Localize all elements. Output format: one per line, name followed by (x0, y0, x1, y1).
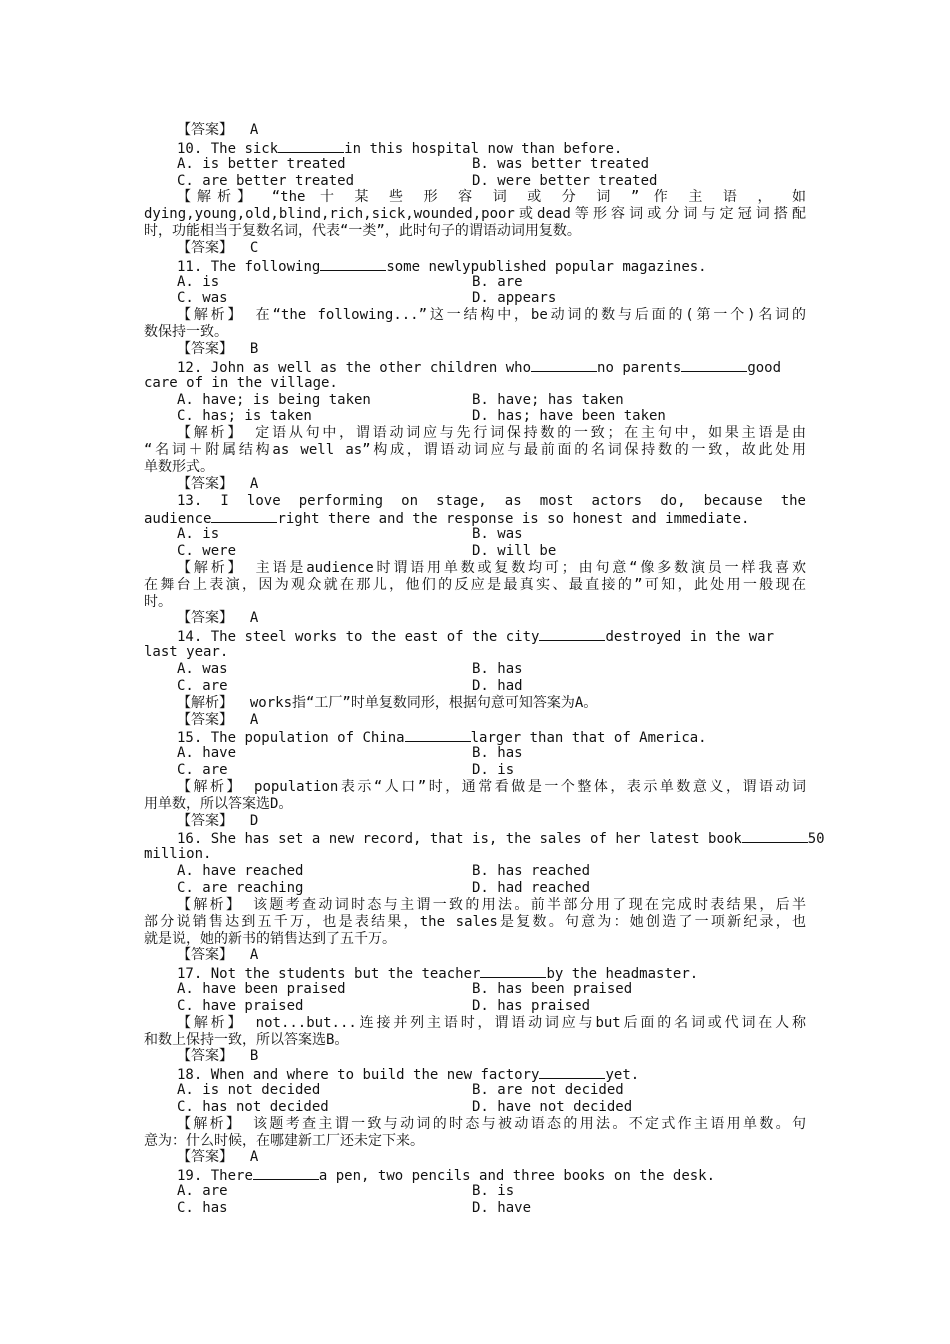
question-stem: The population of China (210, 730, 405, 747)
question-line-continued (144, 644, 806, 661)
explanation-line-continued (144, 796, 806, 813)
question-stem: Not the students but the teacher (210, 966, 481, 983)
option-right: D. has praised (472, 997, 591, 1014)
option-row (144, 863, 806, 880)
question-stem-tail: in this hospital now than before. (344, 140, 623, 157)
question-stem: John as well as the other children who (210, 359, 532, 376)
answer-blank (405, 728, 471, 742)
explanation-text: population表示“人口”时，通常看做是一个整体，表示单数意义，谓语动词 (254, 778, 807, 795)
answer-value: C (249, 239, 259, 256)
option-row (144, 526, 806, 543)
answer-blank (278, 139, 344, 153)
question-stem-tail: by the headmaster. (546, 966, 699, 983)
explanation-label: 【解析】 (177, 1014, 245, 1031)
exercise-content (144, 122, 825, 1217)
option-row (144, 173, 806, 190)
explanation-line-continued (144, 931, 806, 948)
question-line (144, 964, 806, 981)
option-left: C. are (177, 762, 228, 779)
option-right: B. has (472, 661, 523, 677)
answer-label: 【答案】 (177, 340, 233, 357)
question-number: 12. (177, 359, 203, 376)
option-row (144, 274, 806, 291)
answer-label: 【答案】 (177, 1048, 233, 1065)
question-stem-tail: right there and the response is so honest and immediate. (277, 511, 750, 528)
question-stem: The steel works to the east of the city (210, 629, 540, 646)
option-left: C. are better treated (177, 172, 355, 189)
answer-line (144, 813, 806, 830)
explanation-label: 【解析】 (177, 1115, 243, 1132)
option-right: D. were better treated (472, 172, 658, 189)
question-stem-continued: last year. (144, 644, 229, 661)
answer-line (144, 947, 806, 964)
answer-blank (531, 358, 597, 372)
explanation-text: 该题考查动词时态与主谓一致的用法。前半部分用了现在完成时表结果，后半 (253, 896, 807, 913)
option-right: D. had reached (472, 879, 591, 896)
explanation-text: 主语是audience时谓语用单数或复数均可；由句意“像多数演员一样我喜欢 (255, 559, 807, 576)
answer-blank (681, 358, 747, 372)
answer-label: 【答案】 (177, 239, 233, 256)
answer-line (144, 1149, 806, 1166)
option-row (144, 543, 806, 560)
explanation-label: 【解析】 (177, 559, 245, 576)
option-left: A. have been praised (177, 981, 346, 998)
option-right: B. is (472, 1183, 515, 1200)
explanation-text-continued: 和数上保持一致，所以答案选B。 (144, 1031, 349, 1048)
question-line (144, 257, 806, 274)
explanation-line (144, 779, 806, 796)
explanation-line-continued (144, 594, 806, 611)
explanation-text-continued: 数保持一致。 (144, 324, 228, 341)
question-stem-tail: destroyed in the war (605, 629, 775, 646)
option-row (144, 745, 806, 762)
explanation-text-continued: 单数形式。 (144, 458, 214, 475)
question-line (144, 1065, 806, 1082)
answer-blank (539, 627, 605, 641)
answer-value: A (249, 947, 259, 964)
explanation-line-continued (144, 914, 806, 931)
option-right: B. was better treated (472, 155, 650, 172)
answer-value: A (249, 122, 259, 138)
answer-blank (253, 1166, 319, 1180)
question-line (144, 493, 806, 510)
answer-value: A (249, 610, 259, 627)
option-left: A. have; is being taken (177, 391, 371, 408)
question-line-continued (144, 846, 806, 863)
option-row (144, 880, 806, 897)
question-number: 10. (177, 140, 203, 157)
option-row (144, 1183, 806, 1200)
question-stem-tail: 50 (807, 831, 825, 848)
explanation-text-continued: 在舞台上表演，因为观众就在那儿，他们的反应是最真实、最直接的”可知，此处用一般现在 (144, 576, 806, 593)
explanation-line (144, 425, 806, 442)
option-right: B. has (472, 745, 523, 762)
option-row (144, 762, 806, 779)
answer-label: 【答案】 (177, 812, 233, 829)
option-left: A. is (177, 273, 220, 290)
question-stem: The following (210, 258, 321, 275)
option-left: A. have reached (177, 863, 304, 880)
answer-line (144, 1048, 806, 1065)
answer-label: 【答案】 (177, 947, 233, 964)
explanation-text-continued: 意为：什么时候，在哪建新工厂还未定下来。 (144, 1132, 424, 1149)
question-number: 15. (177, 730, 203, 747)
option-right: D. had (472, 677, 523, 694)
option-left: A. is (177, 526, 220, 543)
option-row (144, 1200, 806, 1217)
answer-value: A (249, 1149, 259, 1166)
explanation-line (144, 897, 806, 914)
explanation-text-continued: 用单数，所以答案选D。 (144, 795, 293, 812)
explanation-line-continued (144, 223, 806, 240)
question-line-continued (144, 375, 806, 392)
answer-value: A (249, 475, 259, 492)
explanation-label: 【解析】 (177, 307, 245, 324)
explanation-label: 【解析】 (177, 694, 233, 711)
option-right: B. have; has taken (472, 391, 624, 408)
option-left: C. was (177, 290, 228, 307)
question-stem: She has set a new record, that is, the sales of her latest book (210, 831, 742, 848)
explanation-line (144, 189, 806, 206)
option-left: C. have praised (177, 997, 304, 1014)
answer-value: A (249, 711, 259, 728)
answer-blank (320, 257, 386, 271)
option-left: A. are (177, 1183, 228, 1200)
explanation-line-continued (144, 459, 806, 476)
explanation-text-continued: 就是说，她的新书的销售达到了五千万。 (144, 930, 396, 947)
question-line (144, 627, 806, 644)
question-stem-tail: good (747, 359, 782, 376)
option-left: C. has; is taken (177, 408, 312, 425)
answer-value: B (249, 1048, 259, 1065)
question-number: 18. (177, 1067, 203, 1084)
question-stem-tail: yet. (605, 1067, 640, 1084)
explanation-line-continued (144, 577, 806, 594)
answer-label: 【答案】 (177, 475, 233, 492)
explanation-text: works指“工厂”时单复数同形，根据句意可知答案为A。 (249, 694, 598, 711)
question-stem-continued: audience (144, 511, 212, 528)
option-right: D. has; have been taken (472, 408, 666, 425)
option-right: D. is (472, 762, 515, 779)
option-left: C. has not decided (177, 1098, 329, 1115)
answer-line (144, 712, 806, 729)
option-row (144, 392, 806, 409)
question-number: 13. (177, 492, 203, 509)
answer-label: 【答案】 (177, 122, 233, 138)
answer-blank (211, 509, 277, 523)
answer-line (144, 341, 806, 358)
question-number: 14. (177, 629, 203, 646)
explanation-line-continued (144, 442, 806, 459)
question-stem: I love performing on stage, as most actors do, because the (220, 492, 806, 509)
question-stem-tail: a pen, two pencils and three books on the desk. (318, 1168, 716, 1185)
question-line-continued (144, 509, 806, 526)
option-right: B. has reached (472, 863, 591, 880)
option-right: D. have not decided (472, 1098, 633, 1115)
question-line (144, 728, 806, 745)
explanation-text: 在“the following...”这一结构中，be动词的数与后面的(第一个)名词的 (255, 307, 807, 324)
answer-line (144, 610, 806, 627)
explanation-line-continued (144, 1133, 806, 1150)
answer-label: 【答案】 (177, 610, 233, 627)
option-left: A. was (177, 661, 228, 677)
question-number: 17. (177, 966, 203, 983)
explanation-label: 【解析】 (177, 425, 245, 442)
answer-line (144, 240, 806, 257)
answer-blank (480, 964, 546, 978)
question-stem: There (210, 1168, 253, 1185)
option-right: D. have (472, 1200, 532, 1216)
question-line (144, 358, 806, 375)
answer-line (144, 122, 806, 139)
explanation-line (144, 695, 806, 712)
question-number: 11. (177, 258, 203, 275)
answer-line (144, 476, 806, 493)
answer-label: 【答案】 (177, 711, 233, 728)
explanation-line-continued (144, 206, 806, 223)
explanation-text-continued: 时。 (144, 593, 172, 610)
question-line (144, 829, 825, 848)
question-number: 16. (177, 831, 203, 848)
option-row (144, 408, 806, 425)
question-stem: The sick (210, 140, 279, 157)
option-right: D. appears (472, 290, 557, 307)
option-left: C. has (177, 1200, 228, 1216)
explanation-line-continued (144, 1032, 806, 1049)
answer-label: 【答案】 (177, 1149, 233, 1166)
answer-blank (742, 829, 808, 843)
explanation-text: 定语从句中，谓语动词应与先行词保持数的一致；在主句中，如果主语是由 (255, 425, 806, 442)
explanation-label: 【解析】 (177, 189, 258, 206)
option-left: A. have (177, 745, 237, 762)
option-left: C. are reaching (177, 879, 304, 896)
explanation-text-continued: “名词＋附属结构as well as”构成，谓语动词应与最前面的名词保持数的一致，故此处用 (144, 442, 806, 459)
explanation-line (144, 1015, 806, 1032)
question-stem-tail: some newlypublished popular magazines. (386, 258, 707, 275)
explanation-text-continued: 时，功能相当于复数名词，代表“一类”，此时句子的谓语动词用复数。 (144, 223, 581, 240)
question-stem-continued: million. (144, 846, 212, 863)
option-right: D. will be (472, 543, 557, 560)
option-left: C. were (177, 543, 237, 560)
answer-value: B (249, 340, 259, 357)
question-stem-continued: care of in the village. (144, 374, 338, 391)
explanation-text: 该题考查主谓一致与动词的时态与被动语态的用法。不定式作主语用单数。句 (253, 1115, 807, 1132)
option-row (144, 290, 806, 307)
answer-value: D (249, 812, 259, 829)
answer-blank (539, 1065, 605, 1079)
option-left: C. are (177, 677, 228, 694)
option-right: B. was (472, 526, 523, 543)
option-row (144, 998, 806, 1015)
question-stem-middle: no parents (597, 359, 682, 376)
explanation-line (144, 560, 806, 577)
option-row (144, 661, 806, 678)
explanation-line (144, 307, 806, 324)
option-row (144, 678, 806, 695)
option-left: A. is not decided (177, 1082, 321, 1099)
option-left: A. is better treated (177, 155, 346, 172)
explanation-line (144, 1116, 806, 1133)
option-row (144, 1099, 806, 1116)
explanation-label: 【解析】 (177, 896, 243, 913)
question-stem: When and where to build the new factory (210, 1067, 540, 1084)
question-stem-tail: larger than that of America. (470, 730, 707, 747)
explanation-line-continued (144, 324, 806, 341)
question-line (144, 1166, 806, 1183)
explanation-label: 【解析】 (177, 778, 244, 795)
explanation-text-continued: dying,young,old,blind,rich,sick,wounded,poor或dead等形容词或分词与定冠词搭配 (144, 206, 806, 223)
option-row (144, 981, 806, 998)
question-line (144, 139, 806, 156)
option-right: B. are not decided (472, 1082, 624, 1099)
explanation-text: not...but...连接并列主语时，谓语动词应与but后面的名词或代词在人称 (255, 1014, 806, 1031)
option-right: B. are (472, 273, 523, 290)
option-row (144, 156, 806, 173)
explanation-text-continued: 部分说销售达到五千万，也是表结果，the sales是复数。句意为：她创造了一项新纪录，也 (144, 913, 806, 930)
option-right: B. has been praised (472, 981, 633, 998)
option-row (144, 1082, 806, 1099)
question-number: 19. (177, 1168, 203, 1185)
explanation-text: “the 十 某 些 形 容 词 或 分 词 ” 作 主 语 ， 如 (271, 189, 807, 206)
